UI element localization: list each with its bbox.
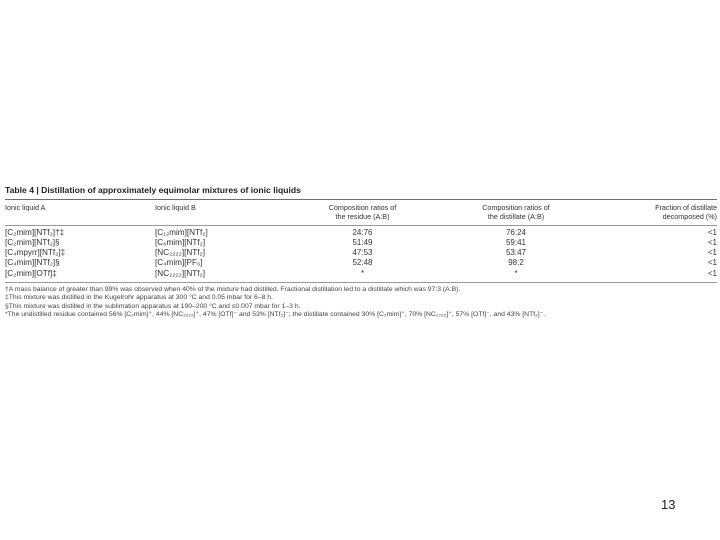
cell-fraction: <1: [707, 228, 717, 237]
footnote-asterisk: *The undistilled residue contained 56% [C₂mim]⁺, 44% [NC₂₂₂₂]⁺, 47% [OTf]⁻ and 53% [NTf₂]⁻; the distillate contained 30% [C₂mim]⁺, 70% [NC₂₂₂₂]⁺, 57% [OTf]⁻, and 43% [NTf₂]⁻.: [5, 310, 546, 318]
table-bottom-rule: [5, 282, 717, 283]
cell-distillate: *: [514, 268, 518, 278]
cell-ionic-liquid-b: [NC₂₂₂₂][NTf₂]: [155, 248, 206, 258]
table-row: [5, 226, 720, 238]
header-fraction-line2: decomposed (%): [662, 212, 717, 221]
table-row: [5, 238, 720, 248]
table-footnotes: [5, 286, 710, 320]
cell-ionic-liquid-a: [C₂mim][NTf₂]§: [5, 238, 60, 248]
header-distillate-line2: the distillate (A:B): [487, 212, 545, 221]
cell-distillate: 59:41: [505, 238, 527, 248]
table-row: [5, 258, 720, 268]
cell-ionic-liquid-b: [NC₂₂₂₂][NTf₂]: [155, 268, 206, 278]
table-header-row: [5, 200, 720, 225]
cell-fraction: <1: [707, 258, 717, 268]
cell-ionic-liquid-b: [C₄mim][PF₆]: [155, 258, 203, 268]
header-residue-line1: Composition ratios of: [328, 203, 397, 212]
header-residue-line2: the residue (A:B): [335, 212, 390, 221]
page-number: 13: [661, 497, 676, 512]
cell-fraction: <1: [707, 248, 717, 258]
cell-fraction: <1: [707, 268, 717, 278]
footnote-section: §This mixture was distilled in the sublimation apparatus at 190–200 °C and ≤0.007 mbar for 1–3 h.: [5, 302, 301, 310]
cell-ionic-liquid-a: [C₄mpyrr][NTf₂]‡: [5, 248, 66, 258]
header-ionic-liquid-a: Ionic liquid A: [5, 203, 46, 212]
header-distillate-line1: Composition ratios of: [482, 203, 550, 212]
cell-residue: 47:53: [352, 248, 373, 258]
header-fraction-line1: Fraction of distillate: [655, 203, 717, 212]
cell-ionic-liquid-b: [C₆mim][NTf₂]: [155, 238, 206, 248]
cell-residue: *: [360, 268, 365, 278]
cell-fraction: <1: [707, 238, 717, 248]
table-4: [5, 184, 717, 319]
cell-residue: 51:49: [352, 238, 373, 248]
cell-ionic-liquid-a: [C₂mim][OTf]‡: [5, 268, 57, 278]
header-ionic-liquid-b: Ionic liquid B: [155, 203, 196, 212]
cell-ionic-liquid-a: [C₄mim][NTf₂]§: [5, 258, 60, 268]
distillation-table: [5, 200, 720, 225]
header-distillate-ratio: [430, 200, 602, 225]
table-caption: Table 4 | Distillation of approximately equimolar mixtures of ionic liquids: [5, 185, 301, 195]
footnote-double-dagger: ‡This mixture was distilled in the Kugelrohr apparatus at 300 °C and 0.05 mbar for 6–8 h.: [5, 294, 273, 302]
header-residue-ratio: [295, 200, 430, 225]
cell-distillate: 53:47: [505, 248, 527, 258]
cell-residue: 52:48: [352, 258, 373, 268]
footnote-dagger: †A mass balance of greater than 99% was observed when 40% of the mixture had distilled. Fractional distillation led to a distillate which was 97:3 (A:B).: [5, 285, 461, 293]
cell-residue: 24:76: [352, 228, 373, 237]
table-row: [5, 248, 720, 258]
cell-distillate: 76:24: [505, 228, 527, 237]
distillation-table-body: [5, 226, 720, 279]
table-row: [5, 269, 720, 279]
cell-ionic-liquid-a: [C₂mim][NTf₂]†‡: [5, 228, 65, 237]
cell-ionic-liquid-b: [C₁₂mim][NTf₂]: [155, 228, 208, 237]
cell-distillate: 98:2: [508, 258, 524, 268]
header-fraction-decomposed: [602, 200, 720, 225]
